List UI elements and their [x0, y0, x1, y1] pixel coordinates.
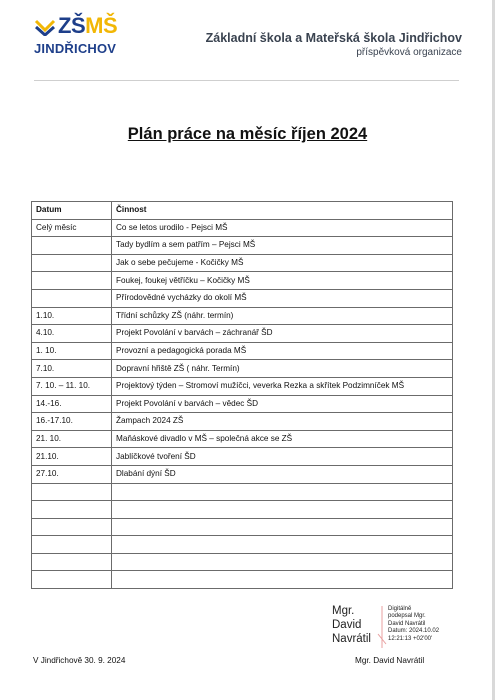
signature-name: [332, 604, 371, 646]
row-date: 21. 10.: [32, 430, 112, 448]
row-date: 21.10.: [32, 448, 112, 466]
row-date: 7.10.: [32, 360, 112, 378]
row-date: 14.-16.: [32, 395, 112, 413]
page-title: Plán práce na měsíc říjen 2024: [127, 125, 368, 143]
signature-detail-line: David Navrátil: [388, 620, 426, 627]
school-type: příspěvková organizace: [356, 47, 462, 58]
table-row: [32, 377, 453, 395]
row-activity: Maňáskové divadlo v MŠ – společná akce se ZŠ: [112, 430, 453, 448]
logo-town: JINDŘICHOV: [34, 41, 117, 56]
row-activity: Foukej, foukej větříčku – Kočičky MŠ: [112, 272, 453, 290]
table-row: [32, 307, 453, 325]
row-activity: Tady bydlím a sem patřím – Pejsci MŠ: [112, 237, 453, 255]
row-date: Celý měsíc: [32, 219, 112, 237]
logo-chevron-icon: [34, 18, 56, 36]
signatory-name: Mgr. David Navrátil: [355, 656, 425, 665]
header-activity: Činnost: [112, 202, 453, 220]
digital-signature: [332, 604, 452, 652]
table-row: [32, 483, 453, 501]
school-logo: [34, 13, 118, 64]
table-row: [32, 395, 453, 413]
table-row: [32, 553, 453, 571]
signature-detail-line: 12:21:13 +02'00': [388, 635, 433, 642]
logo-text: [58, 14, 117, 38]
row-date: [32, 254, 112, 272]
row-date: [32, 536, 112, 554]
row-activity: Projektový týden – Stromoví mužíčci, veverka Rezka a skřítek Podzimníček MŠ: [112, 377, 453, 395]
row-date: [32, 483, 112, 501]
table-row: [32, 571, 453, 589]
place-and-date: V Jindřichově 30. 9. 2024: [33, 656, 126, 665]
row-activity: Dlabání dýní ŠD: [112, 465, 453, 483]
table-row: [32, 448, 453, 466]
row-date: [32, 237, 112, 255]
row-activity: [112, 536, 453, 554]
row-date: 1.10.: [32, 307, 112, 325]
signature-detail-line: Datum: 2024.10.02: [388, 628, 440, 635]
table-row: [32, 237, 453, 255]
table-row: [32, 219, 453, 237]
logo-zs: ZŠ: [58, 13, 86, 38]
table-row: [32, 501, 453, 519]
table-row: [32, 518, 453, 536]
row-activity: Projekt Povolání v barvách – vědec ŠD: [112, 395, 453, 413]
table-row: [32, 272, 453, 290]
row-date: [32, 518, 112, 536]
signature-detail-line: podepsal Mgr.: [388, 613, 426, 620]
logo-ms: MŠ: [85, 13, 118, 38]
table-row: [32, 360, 453, 378]
row-activity: Žampach 2024 ZŠ: [112, 413, 453, 431]
row-activity: Projekt Povolání v barvách – záchranář ŠD: [112, 325, 453, 343]
row-date: 1. 10.: [32, 342, 112, 360]
row-date: [32, 571, 112, 589]
plan-table: [31, 201, 453, 589]
plan-table-body: [32, 219, 453, 588]
row-date: [32, 289, 112, 307]
row-activity: Jablíčkové tvoření ŠD: [112, 448, 453, 466]
table-row: [32, 289, 453, 307]
table-header-row: [32, 202, 453, 220]
table-row: [32, 465, 453, 483]
table-row: [32, 342, 453, 360]
row-activity: Přírodovědné vycházky do okolí MŠ: [112, 289, 453, 307]
signature-name-line: David: [332, 619, 362, 631]
signature-mark-icon: [376, 604, 388, 650]
table-row: [32, 430, 453, 448]
header-date: Datum: [32, 202, 112, 220]
row-activity: [112, 553, 453, 571]
row-date: 7. 10. – 11. 10.: [32, 377, 112, 395]
signature-name-line: Mgr.: [332, 605, 355, 617]
row-activity: Třídní schůzky ZŠ (náhr. termín): [112, 307, 453, 325]
school-name: Základní škola a Mateřská škola Jindřichov: [205, 31, 462, 45]
row-date: [32, 501, 112, 519]
row-date: 16.-17.10.: [32, 413, 112, 431]
header-divider: [34, 80, 459, 81]
table-row: [32, 254, 453, 272]
table-row: [32, 325, 453, 343]
signature-detail-line: Digitálně: [388, 606, 412, 612]
row-activity: Co se letos urodilo - Pejsci MŠ: [112, 219, 453, 237]
row-activity: Jak o sebe pečujeme - Kočičky MŠ: [112, 254, 453, 272]
row-date: [32, 272, 112, 290]
row-activity: Dopravní hřiště ZŠ ( náhr. Termín): [112, 360, 453, 378]
signature-details: [388, 606, 439, 643]
row-activity: Provozní a pedagogická porada MŠ: [112, 342, 453, 360]
table-row: [32, 536, 453, 554]
row-activity: [112, 501, 453, 519]
row-activity: [112, 483, 453, 501]
table-row: [32, 413, 453, 431]
row-date: 4.10.: [32, 325, 112, 343]
row-activity: [112, 518, 453, 536]
signature-name-line: Navrátil: [332, 633, 371, 645]
row-date: [32, 553, 112, 571]
row-date: 27.10.: [32, 465, 112, 483]
row-activity: [112, 571, 453, 589]
